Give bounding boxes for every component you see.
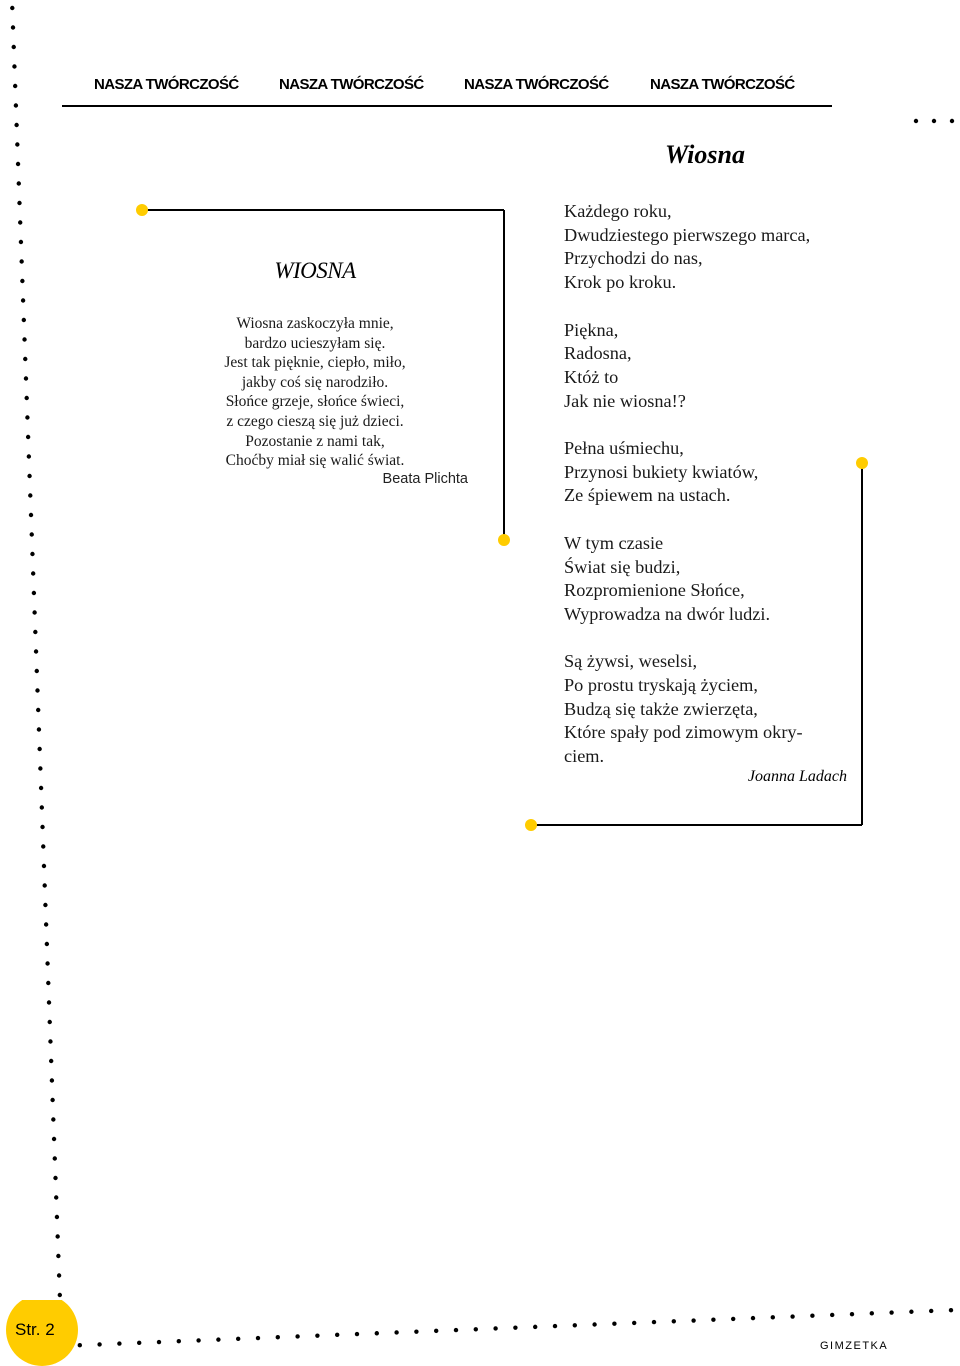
poem-line: bardzo ucieszyłam się. xyxy=(244,334,386,352)
poem-line: Po prostu tryskają życiem, xyxy=(564,675,758,695)
poem-line: Wiosna zaskoczyła mnie, xyxy=(236,315,394,332)
poem-line: jakby coś się narodziło. xyxy=(241,373,389,391)
poem-line: Rozpromienione Słońce, xyxy=(564,580,745,601)
poem-line: Budzą się także zwierzęta, xyxy=(564,698,758,719)
header-label: NASZA TWÓRCZOŚĆ xyxy=(279,76,424,93)
poem2-title: Wiosna xyxy=(665,140,745,169)
poem-line: Wyprowadza na dwór ludzi. xyxy=(564,603,771,624)
magazine-brand: GIMZETKA xyxy=(820,1340,889,1352)
frame1-end-dot xyxy=(498,534,510,546)
poem-line: Dwudziestego pierwszego marca, xyxy=(564,224,811,245)
poem-line: Są żywsi, weselsi, xyxy=(564,651,698,672)
poem-line: Choćby miał się walić świat. xyxy=(225,452,405,470)
poem-line: Jak nie wiosna!? xyxy=(564,390,686,411)
poem-line: Ze śpiewem na ustach. xyxy=(564,485,731,506)
poem1-title: WIOSNA xyxy=(274,258,356,283)
poem2-author: Joanna Ladach xyxy=(747,768,847,785)
frame1-start-dot xyxy=(136,204,148,216)
poem-line: Pozostanie z nami tak, xyxy=(245,432,385,450)
header-label: NASZA TWÓRCZOŚĆ xyxy=(94,76,239,93)
frame2-end-dot xyxy=(525,819,537,831)
poem-line: Świat się budzi, xyxy=(564,556,681,577)
stanza xyxy=(564,437,864,508)
stanza xyxy=(564,319,864,414)
header-label: NASZA TWÓRCZOŚĆ xyxy=(464,76,609,93)
header-label: NASZA TWÓRCZOŚĆ xyxy=(650,76,795,93)
poem1-author: Beata Plichta xyxy=(382,471,468,487)
page-number: Str. 2 xyxy=(15,1320,55,1339)
poem1-body xyxy=(160,314,470,471)
poem-line: Słońce grzeje, słońce świeci, xyxy=(225,393,405,411)
poem-line: ciem. xyxy=(564,746,605,767)
poem-line: Które spały pod zimowym okry- xyxy=(564,722,803,743)
poem2-body xyxy=(564,200,864,793)
stanza xyxy=(564,532,864,627)
poem-line: W tym czasie xyxy=(564,532,664,553)
poem-line: Krok po kroku. xyxy=(564,272,677,293)
poem-line: Każdego roku, xyxy=(564,201,672,221)
poem-line: z czego cieszą się już dzieci. xyxy=(226,412,404,430)
poem-line: Piękna, xyxy=(564,319,619,340)
stanza xyxy=(564,650,864,769)
stanza xyxy=(564,200,864,295)
poem-line: Radosna, xyxy=(564,343,632,364)
poem-line: Któż to xyxy=(564,366,619,387)
poem-line: Pełna uśmiechu, xyxy=(564,438,684,458)
poem-line: Jest tak pięknie, ciepło, miło, xyxy=(224,354,406,372)
poem-line: Przychodzi do nas, xyxy=(564,248,703,269)
poem-line: Przynosi bukiety kwiatów, xyxy=(564,461,759,482)
